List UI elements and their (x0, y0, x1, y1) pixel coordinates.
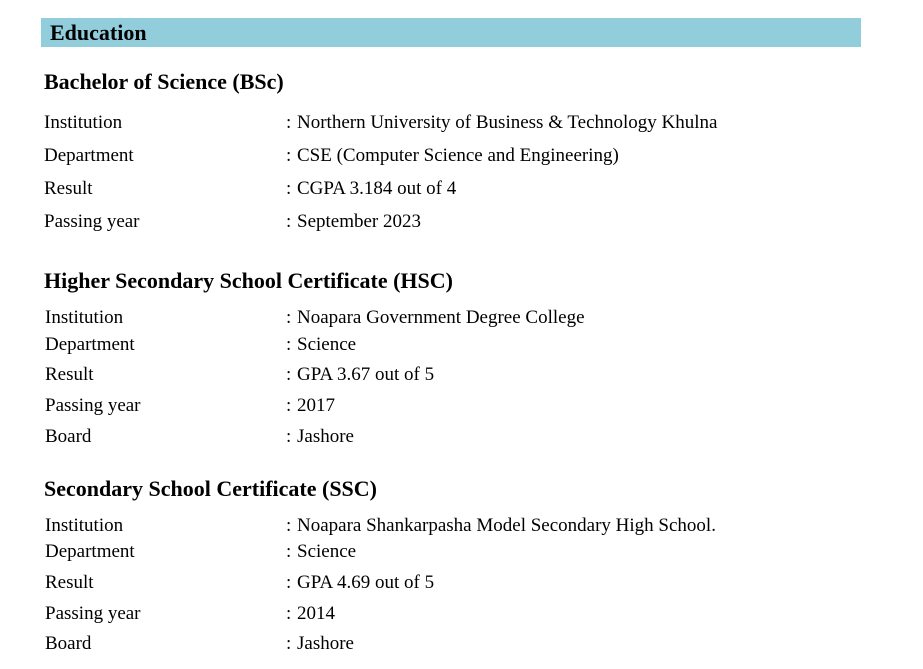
row-label: Institution (45, 307, 124, 328)
row-separator: : (286, 603, 292, 624)
row-label: Passing year (45, 395, 141, 416)
row-value: Noapara Government Degree College (297, 307, 585, 328)
row-label: Department (45, 334, 135, 355)
row-separator: : (286, 633, 292, 654)
row-separator: : (286, 211, 292, 232)
row-separator: : (286, 364, 292, 385)
ssc-title: Secondary School Certificate (SSC) (44, 476, 378, 501)
row-label: Department (44, 145, 134, 166)
row-separator: : (286, 541, 292, 562)
row-label: Passing year (45, 603, 141, 624)
bsc-title: Bachelor of Science (BSc) (44, 69, 284, 94)
row-separator: : (286, 515, 292, 536)
row-separator: : (286, 395, 292, 416)
row-value: Jashore (297, 633, 354, 654)
row-label: Institution (45, 515, 124, 536)
section-title: Education (50, 20, 147, 45)
row-separator: : (286, 307, 292, 328)
row-value: Science (297, 541, 357, 562)
row-label: Passing year (44, 211, 140, 232)
row-separator: : (286, 178, 292, 199)
row-label: Result (44, 178, 93, 199)
hsc-title: Higher Secondary School Certificate (HSC) (44, 268, 453, 293)
row-separator: : (286, 426, 292, 447)
row-separator: : (286, 334, 292, 355)
row-separator: : (286, 572, 292, 593)
row-separator: : (286, 112, 292, 133)
row-value: GPA 3.67 out of 5 (297, 364, 435, 385)
row-label: Department (45, 541, 135, 562)
education-section-header (41, 18, 861, 47)
row-value: 2014 (297, 603, 335, 624)
row-value: Northern University of Business & Technology Khulna (297, 112, 718, 133)
row-value: GPA 4.69 out of 5 (297, 572, 435, 593)
row-value: 2017 (297, 395, 335, 416)
row-value: CGPA 3.184 out of 4 (297, 178, 457, 199)
row-value: September 2023 (297, 211, 422, 232)
row-separator: : (286, 145, 292, 166)
row-label: Result (45, 364, 94, 385)
row-label: Board (45, 633, 92, 654)
row-value: Jashore (297, 426, 354, 447)
row-value: Science (297, 334, 357, 355)
row-label: Institution (44, 112, 123, 133)
row-label: Board (45, 426, 92, 447)
row-value: Noapara Shankarpasha Model Secondary High School. (297, 515, 716, 536)
row-value: CSE (Computer Science and Engineering) (297, 145, 619, 166)
row-label: Result (45, 572, 94, 593)
